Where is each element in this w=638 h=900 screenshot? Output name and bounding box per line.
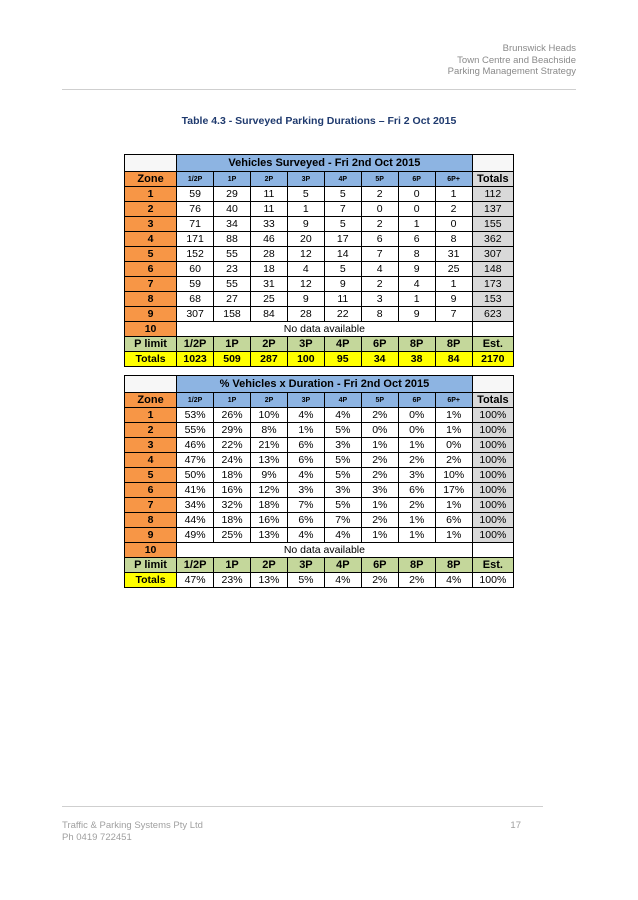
data-cell: 55: [214, 247, 251, 262]
data-cell: 23: [214, 262, 251, 277]
header-row: [125, 393, 514, 408]
zone-cell: 8: [125, 513, 177, 528]
data-cell: 29: [214, 187, 251, 202]
zone-cell: 2: [125, 423, 177, 438]
data-cell: 0%: [398, 423, 435, 438]
zone-cell: 1: [125, 408, 177, 423]
table-body: [125, 376, 514, 588]
zone-cell: 5: [125, 247, 177, 262]
data-cell: 18%: [214, 468, 251, 483]
data-cell: 34%: [177, 498, 214, 513]
data-cell: 1%: [361, 528, 398, 543]
data-cell: 24%: [214, 453, 251, 468]
data-cell: 17%: [435, 483, 472, 498]
data-cell: 9: [398, 307, 435, 322]
table-row: [125, 528, 514, 543]
empty-cell: [472, 322, 513, 337]
table-row: [125, 202, 514, 217]
data-cell: 3%: [287, 483, 324, 498]
data-cell: 1%: [361, 438, 398, 453]
p-limit-row: [125, 337, 514, 352]
data-cell: 18%: [214, 513, 251, 528]
table-row: [125, 232, 514, 247]
totals-row: [125, 573, 514, 588]
p-limit-end: Est.: [472, 558, 513, 573]
data-cell: 25%: [214, 528, 251, 543]
data-cell: 4%: [287, 528, 324, 543]
footer-company: Traffic & Parking Systems Pty Ltd: [62, 820, 203, 831]
header-row: [125, 172, 514, 187]
table-row: [125, 423, 514, 438]
table-title: % Vehicles x Duration - Fri 2nd Oct 2015: [177, 376, 473, 393]
data-cell: 28: [250, 247, 287, 262]
data-cell: 59: [177, 277, 214, 292]
data-cell: 4%: [324, 528, 361, 543]
p-limit-cell: 6P: [361, 558, 398, 573]
data-cell: 26%: [214, 408, 251, 423]
data-cell: 59: [177, 187, 214, 202]
table-row: [125, 187, 514, 202]
data-cell: 4%: [324, 408, 361, 423]
table-row: [125, 483, 514, 498]
data-cell: 3%: [324, 438, 361, 453]
table-row: [125, 513, 514, 528]
row-total-cell: 100%: [472, 498, 513, 513]
data-cell: 12: [287, 247, 324, 262]
totals-cell: 509: [214, 352, 251, 367]
column-header: 2P: [251, 393, 288, 408]
data-cell: 2: [361, 277, 398, 292]
totals-cell: 4%: [324, 573, 361, 588]
totals-row: [125, 352, 514, 367]
corner-cell: [125, 376, 177, 393]
data-cell: 40: [214, 202, 251, 217]
totals-cell: 34: [361, 352, 398, 367]
column-header: 6P: [398, 393, 435, 408]
p-limit-label: P limit: [125, 337, 177, 352]
totals-cell: 2%: [361, 573, 398, 588]
table-row: [125, 247, 514, 262]
data-cell: 4: [398, 277, 435, 292]
table-row: [125, 217, 514, 232]
column-header: 6P+: [435, 172, 472, 187]
totals-header: Totals: [472, 393, 513, 408]
data-cell: 10%: [251, 408, 288, 423]
corner-cell: [125, 155, 177, 172]
column-header: 3P: [287, 172, 324, 187]
data-cell: 49%: [177, 528, 214, 543]
table-title: Vehicles Surveyed - Fri 2nd Oct 2015: [177, 155, 473, 172]
data-cell: 6%: [435, 513, 472, 528]
zone-cell: 8: [125, 292, 177, 307]
data-cell: 44%: [177, 513, 214, 528]
data-cell: 27: [214, 292, 251, 307]
data-cell: 1%: [398, 528, 435, 543]
data-cell: 29%: [214, 423, 251, 438]
data-cell: 0%: [398, 408, 435, 423]
data-cell: 13%: [251, 528, 288, 543]
data-cell: 31: [435, 247, 472, 262]
corner-cell: [472, 376, 513, 393]
row-total-cell: 155: [472, 217, 513, 232]
data-cell: 2%: [361, 408, 398, 423]
row-total-cell: 307: [472, 247, 513, 262]
data-cell: 1%: [398, 513, 435, 528]
corner-cell: [472, 155, 513, 172]
data-cell: 8: [398, 247, 435, 262]
page-header: [448, 43, 576, 78]
column-header: 6P+: [435, 393, 472, 408]
totals-cell: 95: [324, 352, 361, 367]
zone-cell: 1: [125, 187, 177, 202]
data-cell: 5%: [324, 423, 361, 438]
zone-cell: 4: [125, 232, 177, 247]
data-cell: 9%: [251, 468, 288, 483]
data-cell: 9: [398, 262, 435, 277]
totals-cell: 38: [398, 352, 435, 367]
data-cell: 14: [324, 247, 361, 262]
data-cell: 22%: [214, 438, 251, 453]
footer-phone: Ph 0419 722451: [62, 831, 132, 843]
data-cell: 11: [324, 292, 361, 307]
title-row: [125, 155, 514, 172]
data-cell: 16%: [214, 483, 251, 498]
data-cell: 1%: [361, 498, 398, 513]
totals-cell: 287: [250, 352, 287, 367]
zone-cell: 3: [125, 438, 177, 453]
zone-cell: 9: [125, 528, 177, 543]
data-cell: 1: [398, 292, 435, 307]
data-cell: 9: [287, 292, 324, 307]
header-divider: [62, 89, 576, 90]
data-cell: 3%: [361, 483, 398, 498]
column-header: 1/2P: [177, 172, 214, 187]
data-cell: 13%: [251, 453, 288, 468]
data-cell: 16%: [251, 513, 288, 528]
totals-cell: 5%: [287, 573, 324, 588]
table-row: [125, 438, 514, 453]
data-cell: 46%: [177, 438, 214, 453]
data-cell: 2%: [435, 453, 472, 468]
totals-label: Totals: [125, 573, 177, 588]
zone-cell: 7: [125, 498, 177, 513]
data-cell: 12: [287, 277, 324, 292]
zone-cell: 7: [125, 277, 177, 292]
row-total-cell: 362: [472, 232, 513, 247]
data-cell: 4%: [287, 468, 324, 483]
data-cell: 2%: [398, 453, 435, 468]
data-cell: 5: [287, 187, 324, 202]
data-cell: 2: [361, 187, 398, 202]
p-limit-cell: 8P: [435, 558, 472, 573]
column-header: 1P: [214, 172, 251, 187]
data-cell: 10%: [435, 468, 472, 483]
data-cell: 1%: [435, 528, 472, 543]
data-cell: 11: [250, 187, 287, 202]
row-total-cell: 100%: [472, 528, 513, 543]
data-cell: 1%: [435, 408, 472, 423]
data-cell: 1%: [435, 498, 472, 513]
row-total-cell: 100%: [472, 438, 513, 453]
data-cell: 32%: [214, 498, 251, 513]
p-limit-cell: 4P: [324, 558, 361, 573]
column-header: 1P: [214, 393, 251, 408]
no-data-row: [125, 322, 514, 337]
data-cell: 1%: [287, 423, 324, 438]
table-row: [125, 408, 514, 423]
header-line-3: Parking Management Strategy: [447, 66, 576, 77]
table-row: [125, 292, 514, 307]
empty-cell: [472, 543, 513, 558]
p-limit-cell: 2P: [250, 337, 287, 352]
data-cell: 22: [324, 307, 361, 322]
data-cell: 3: [361, 292, 398, 307]
data-cell: 8: [361, 307, 398, 322]
p-limit-cell: 1P: [214, 558, 251, 573]
page-number: 17: [510, 820, 521, 831]
data-cell: 53%: [177, 408, 214, 423]
table-caption: Table 4.3 - Surveyed Parking Durations – Fri 2 Oct 2015: [181, 115, 457, 127]
row-total-cell: 623: [472, 307, 513, 322]
row-total-cell: 100%: [472, 423, 513, 438]
data-cell: 11: [250, 202, 287, 217]
data-cell: 60: [177, 262, 214, 277]
data-cell: 76: [177, 202, 214, 217]
data-cell: 20: [287, 232, 324, 247]
row-total-cell: 100%: [472, 453, 513, 468]
data-cell: 33: [250, 217, 287, 232]
data-cell: 7: [435, 307, 472, 322]
totals-cell: 84: [435, 352, 472, 367]
data-cell: 7: [361, 247, 398, 262]
data-cell: 2%: [361, 453, 398, 468]
data-cell: 88: [214, 232, 251, 247]
data-cell: 6%: [287, 453, 324, 468]
data-cell: 6%: [398, 483, 435, 498]
data-cell: 17: [324, 232, 361, 247]
row-total-cell: 100%: [472, 483, 513, 498]
data-cell: 5%: [324, 453, 361, 468]
data-cell: 6%: [287, 513, 324, 528]
zone-cell: 2: [125, 202, 177, 217]
zone-cell: 6: [125, 262, 177, 277]
table-row: [125, 262, 514, 277]
p-limit-label: P limit: [125, 558, 177, 573]
column-header: 4P: [324, 393, 361, 408]
totals-cell: 4%: [435, 573, 472, 588]
data-cell: 2%: [398, 498, 435, 513]
p-limit-cell: 2P: [251, 558, 288, 573]
p-limit-cell: 8P: [435, 337, 472, 352]
column-header: 5P: [361, 172, 398, 187]
p-limit-cell: 4P: [324, 337, 361, 352]
data-cell: 50%: [177, 468, 214, 483]
data-cell: 0: [398, 202, 435, 217]
p-limit-cell: 8P: [398, 337, 435, 352]
percent-duration-table: [124, 375, 514, 588]
table-row: [125, 453, 514, 468]
data-cell: 46: [250, 232, 287, 247]
totals-cell: 100: [287, 352, 324, 367]
no-data-cell: No data available: [177, 322, 473, 337]
data-cell: 152: [177, 247, 214, 262]
zone-cell: 4: [125, 453, 177, 468]
data-cell: 41%: [177, 483, 214, 498]
zone-cell: 10: [125, 322, 177, 337]
grand-total-cell: 100%: [472, 573, 513, 588]
zone-cell: 3: [125, 217, 177, 232]
data-cell: 7%: [287, 498, 324, 513]
data-cell: 18%: [251, 498, 288, 513]
table-row: [125, 468, 514, 483]
data-cell: 5: [324, 217, 361, 232]
data-cell: 0%: [435, 438, 472, 453]
zone-cell: 9: [125, 307, 177, 322]
data-cell: 31: [250, 277, 287, 292]
p-limit-cell: 1P: [214, 337, 251, 352]
data-cell: 1%: [435, 423, 472, 438]
row-total-cell: 148: [472, 262, 513, 277]
data-cell: 9: [435, 292, 472, 307]
row-total-cell: 100%: [472, 513, 513, 528]
data-cell: 21%: [251, 438, 288, 453]
data-cell: 0: [398, 187, 435, 202]
p-limit-cell: 3P: [287, 337, 324, 352]
table-row: [125, 277, 514, 292]
data-cell: 6: [361, 232, 398, 247]
column-header: 3P: [287, 393, 324, 408]
column-header: 6P: [398, 172, 435, 187]
data-cell: 47%: [177, 453, 214, 468]
totals-cell: 13%: [251, 573, 288, 588]
data-cell: 2%: [361, 513, 398, 528]
data-cell: 1: [287, 202, 324, 217]
page-footer: [62, 820, 203, 843]
column-header: 1/2P: [177, 393, 214, 408]
row-total-cell: 112: [472, 187, 513, 202]
p-limit-cell: 1/2P: [177, 558, 214, 573]
data-cell: 71: [177, 217, 214, 232]
data-cell: 1: [435, 277, 472, 292]
p-limit-cell: 6P: [361, 337, 398, 352]
data-cell: 1: [435, 187, 472, 202]
table-row: [125, 498, 514, 513]
zone-cell: 6: [125, 483, 177, 498]
totals-cell: 2%: [398, 573, 435, 588]
no-data-cell: No data available: [177, 543, 473, 558]
footer-divider: [62, 806, 543, 807]
data-cell: 5: [324, 187, 361, 202]
row-total-cell: 100%: [472, 408, 513, 423]
row-total-cell: 153: [472, 292, 513, 307]
totals-cell: 47%: [177, 573, 214, 588]
column-header: 4P: [324, 172, 361, 187]
row-total-cell: 100%: [472, 468, 513, 483]
data-cell: 3%: [324, 483, 361, 498]
data-cell: 2: [435, 202, 472, 217]
column-header: 2P: [250, 172, 287, 187]
data-cell: 7%: [324, 513, 361, 528]
data-cell: 8%: [251, 423, 288, 438]
data-cell: 12%: [251, 483, 288, 498]
data-cell: 8: [435, 232, 472, 247]
header-line-2: Town Centre and Beachside: [457, 54, 576, 66]
data-cell: 4%: [287, 408, 324, 423]
data-cell: 0%: [361, 423, 398, 438]
data-cell: 1: [398, 217, 435, 232]
zone-cell: 5: [125, 468, 177, 483]
p-limit-cell: 1/2P: [177, 337, 214, 352]
row-total-cell: 137: [472, 202, 513, 217]
grand-total-cell: 2170: [472, 352, 513, 367]
data-cell: 5%: [324, 498, 361, 513]
data-cell: 68: [177, 292, 214, 307]
data-cell: 6: [398, 232, 435, 247]
row-total-cell: 173: [472, 277, 513, 292]
column-header: 5P: [361, 393, 398, 408]
totals-label: Totals: [125, 352, 177, 367]
data-cell: 4: [361, 262, 398, 277]
totals-cell: 1023: [177, 352, 214, 367]
p-limit-row: [125, 558, 514, 573]
vehicles-surveyed-table: [124, 154, 514, 367]
data-cell: 28: [287, 307, 324, 322]
totals-header: Totals: [472, 172, 513, 187]
table-body: [125, 155, 514, 367]
data-cell: 18: [250, 262, 287, 277]
zone-cell: 10: [125, 543, 177, 558]
data-cell: 5%: [324, 468, 361, 483]
no-data-row: [125, 543, 514, 558]
data-cell: 25: [435, 262, 472, 277]
data-cell: 2%: [361, 468, 398, 483]
zone-header: Zone: [125, 172, 177, 187]
data-cell: 55: [214, 277, 251, 292]
data-cell: 171: [177, 232, 214, 247]
table-row: [125, 307, 514, 322]
header-line-1: Brunswick Heads: [502, 43, 576, 54]
data-cell: 0: [435, 217, 472, 232]
zone-header: Zone: [125, 393, 177, 408]
data-cell: 34: [214, 217, 251, 232]
data-cell: 55%: [177, 423, 214, 438]
totals-cell: 23%: [214, 573, 251, 588]
data-cell: 6%: [287, 438, 324, 453]
data-cell: 25: [250, 292, 287, 307]
data-cell: 3%: [398, 468, 435, 483]
data-cell: 0: [361, 202, 398, 217]
data-cell: 4: [287, 262, 324, 277]
data-cell: 7: [324, 202, 361, 217]
p-limit-end: Est.: [472, 337, 513, 352]
title-row: [125, 376, 514, 393]
data-cell: 307: [177, 307, 214, 322]
data-cell: 2: [361, 217, 398, 232]
data-cell: 158: [214, 307, 251, 322]
p-limit-cell: 3P: [287, 558, 324, 573]
data-cell: 84: [250, 307, 287, 322]
p-limit-cell: 8P: [398, 558, 435, 573]
data-cell: 9: [287, 217, 324, 232]
data-cell: 5: [324, 262, 361, 277]
data-cell: 1%: [398, 438, 435, 453]
data-cell: 9: [324, 277, 361, 292]
